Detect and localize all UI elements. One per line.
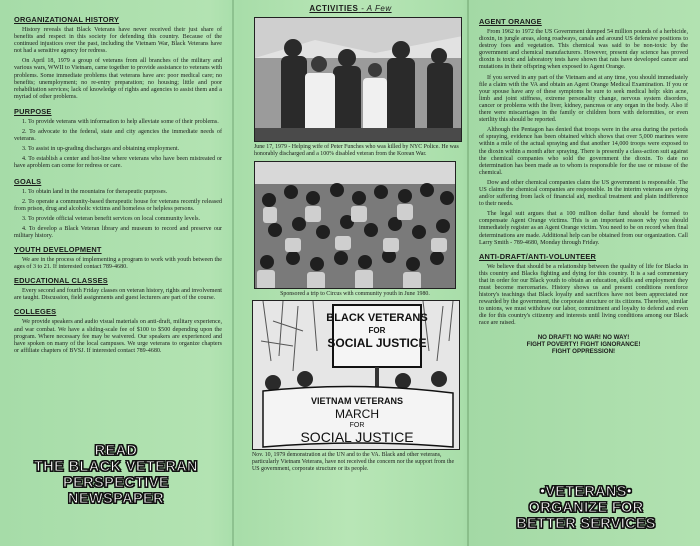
activities-title — [240, 4, 461, 13]
photo-caption: June 17, 1979 - Helping wife of Peter Funches who was killed by NYC Police. He was honorably discharged and a 100% disabled veteran from the Korean War. — [254, 144, 459, 157]
photo-un-demonstration — [252, 300, 460, 450]
banner-line: MARCH — [335, 407, 379, 422]
promo-line: READ — [94, 443, 138, 459]
list-item: 4. To establish a center and hot-line where veterans who have been mistreated or have aproblem can come for redress or care. — [14, 156, 222, 170]
promo-line: NEWSPAPER — [68, 491, 164, 507]
right-panel — [469, 0, 700, 546]
paragraph: From 1962 to 1972 the US Government dumped 54 million pounds of a herbicide, dioxin, in jungle areas, along roadways, canals and around US defensive positions to destroy foes and vegetation. This chemical was said to be non-toxic by the government and chemical manufacturers. However, present day science has proved dioxin is toxic and laboratory tests have shown that rats have developed cancer and mutations in their offspring when exposed to Agent Orange. — [479, 29, 688, 71]
slogan-line: NO DRAFT! NO WAR! NO WAY! — [537, 333, 630, 341]
slogan-line: FIGHT POVERTY! FIGHT IGNORANCE! — [526, 340, 641, 348]
organize-promo — [490, 484, 682, 532]
banner-line: SOCIAL JUSTICE — [300, 429, 414, 446]
paragraph: We believe that should be a relationship between the quality of life for Blacks in this country and Blacks fighting and dying for this country. It is a sad commentary that in order for our Black youth to obtain an education, skills and employment they must become mercenaries. History shows us and present conditions reenforce history's teachings that Black loyalty and sacrifices have not been appreciated nor rewarded by the government, the corporate structure or its citizens. Therefore, similar to unions, we must withdraw our labor, commitment and loyalty to defend and even die for this country's citizenry and interests until living conditions among our Black race are raised. — [479, 263, 688, 327]
list-item: 1. To obtain land in the mountains for therapeutic purposes. — [22, 188, 168, 195]
heading-goals: GOALS — [14, 176, 42, 186]
list-item: 3. To provide official veteran benefit services on local community levels. — [22, 215, 201, 222]
list-item: 3. To assist in up-grading discharges and obtaining employment. — [22, 146, 180, 153]
list-item: 4. To develop a Black Veteran library and museum to record and preserve our military history. — [14, 225, 222, 239]
newspaper-promo — [10, 443, 222, 507]
heading-colleges: COLLEGES — [14, 307, 57, 317]
slogan-line: FIGHT OPPRESSION! — [551, 347, 616, 355]
paragraph: On April 18, 1979 a group of veterans from all branches of the military and various wars, WWII to Vietnam, came together to provide assistance to veterans with problems. Some immediate problems that veterans have are: poor medical care; no benefits; unemployment; no re-entry preparation; no housing; little and poor rehabilitation services; lack of knowledge of rights and agencies to assist them and a myriad of other problems. — [14, 58, 222, 100]
sign-line: BLACK VETERANS — [326, 312, 428, 325]
paragraph: We provide speakers and audio visual materials on anti-draft, military experience, and war combat. We have a sliding-scale fee of $100 to $500 depending upon the program. Where necessary fee may be waivered. Our speakers are experienced and have spoken on many of the local campuses. We urge veterans to organize chapters or affiliate chapters of BVSJ. If interested contact 789-4680. — [14, 319, 222, 354]
heading-agent-orange: AGENT ORANGE — [479, 17, 542, 26]
paragraph: Every second and fourth Friday classes on veteran history, rights and involvement are taught. Discussion, field assignments and guest lecturers are part of the course. — [14, 288, 222, 302]
photo-caption: Nov. 10, 1979 demonstration at the UN and to the VA. Black and other veterans, particularly Vietnam Veterans, have not received the concern nor the support from the US government, corporate structure or its people. — [252, 452, 455, 472]
paragraph: We are in the process of implementing a program to work with youth between the ages of 3 to 21. If interested contact 789-4680. — [14, 257, 222, 271]
sign-line: FOR — [368, 326, 386, 336]
heading-educational-classes: EDUCATIONAL CLASSES — [14, 276, 108, 286]
middle-panel — [234, 0, 467, 546]
paragraph: If you served in any part of the Vietnam and at any time, you should immediately file a claim with the VA and obtain an Agent Orange Medical Examination. If you or your spouse have any of these symptoms be sure to seek medical help: skin acne, limb and joint stiffness, extreme personality change, nervous system disorders, cancer or problems with the liver, kidney, pancreas or any organ in the body. Also if there were miscarriages in the family or children born with deformities, or even sterility this should be reported. — [479, 74, 688, 124]
photo-circus-trip-image — [255, 162, 456, 289]
list-item: 1. To provide veterans with information to help alleviate some of their problems. — [22, 118, 219, 125]
promo-line: BETTER SERVICES — [516, 516, 656, 532]
slogans — [479, 334, 688, 356]
heading-anti-draft: ANTI-DRAFT/ANTI-VOLUNTEER — [479, 251, 597, 261]
activities-title-suffix: - A Few — [361, 4, 392, 13]
list-item: 2. To operate a community-based therapeutic house for veterans recently released from prison, drug and alcoholic victims and homeless or helpless persons. — [14, 198, 222, 212]
photo-un-demonstration-image — [253, 301, 460, 450]
activities-title-text: ACTIVITIES — [309, 4, 359, 13]
photo-caption: Sponsored a trip to Circus with community youth in June 1980. — [280, 290, 430, 297]
heading-youth-development: YOUTH DEVELOPMENT — [14, 245, 102, 255]
promo-line: •VETERANS• — [539, 484, 633, 500]
heading-purpose: PURPOSE — [14, 106, 52, 116]
photo-circus-trip — [254, 161, 456, 289]
paragraph: History reveals that Black Veterans have never received their just share of benefits and respect in this society for defending this country. Because of the continued injustices over the past, including the Vietnam War, Black Veterans have not had a sensitive agency for redress. — [14, 27, 222, 55]
banner-line: FOR — [349, 422, 365, 430]
banner-line: VIETNAM VETERANS — [310, 396, 404, 407]
paragraph: The legal suit argues that a 100 million dollar fund should be formed to compensate Agent Orange victims. This is an important reason why you should immediately register as an Agent Orange victim. You need to be on record when final determinations are made. Additional help can be obtained from our organization. Call Larry Smith - 789-4680, Monday through Friday. — [479, 211, 688, 246]
promo-line: ORGANIZE FOR — [528, 500, 644, 516]
sign-line: SOCIAL JUSTICE — [327, 336, 427, 351]
paragraph: Dow and other chemical companies claim the US government is responsible. The US claims the chemical companies are responsible. In the interim veterans are dying and/or suffering from lack of financial aid, medical treatment and plain indifference to their needs. — [479, 179, 688, 208]
promo-line: THE BLACK VETERAN — [34, 459, 198, 475]
paragraph: Although the Pentagon has denied that troops were in the area during the periods of spraying, evidence has been obtained which shows that over 5,000 marines were within a mile of the actual spraying and that another 14,000 troops were exposed to the dioxin within a month after spraying. There is presently a class-action suit against the chemical companies who sold the government the dioxin. To date no determination has been made as to whom is responsible for the use or misuse of the chemical. — [479, 127, 688, 176]
list-item: 2. To advocate to the federal, state and city agencies the immediate needs of veterans. — [14, 129, 222, 143]
heading-organizational-history: ORGANIZATIONAL HISTORY — [14, 15, 120, 24]
photo-funches-rally — [254, 17, 462, 142]
promo-line: PERSPECTIVE — [63, 475, 169, 491]
photo-funches-rally-image — [255, 18, 462, 142]
